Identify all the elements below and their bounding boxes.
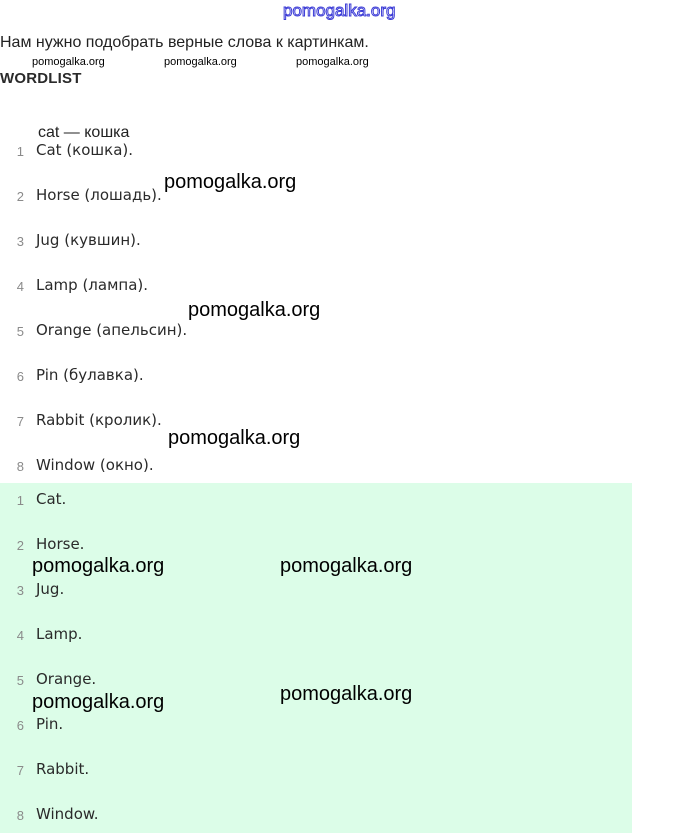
answer-item-text: Rabbit. <box>36 760 90 778</box>
cropped-line-text: cat — кошка <box>38 124 130 141</box>
list-item-text: Jug (кувшин). <box>36 231 141 249</box>
watermark: pomogalka.org <box>280 555 413 577</box>
watermark: pomogalka.org <box>188 299 321 321</box>
list-item-text: Window (окно). <box>36 456 154 474</box>
answer-item <box>0 712 632 742</box>
intro-text: Нам нужно подобрать верные слова к картинкам. <box>0 34 369 51</box>
watermark: pomogalka.org <box>32 555 165 577</box>
line-number: 3 <box>16 234 24 249</box>
answer-item <box>0 757 632 787</box>
answer-item-text: Jug. <box>36 580 65 598</box>
answer-item <box>0 487 632 517</box>
line-number: 3 <box>16 583 24 598</box>
answer-item-text: Lamp. <box>36 625 83 643</box>
cropped-line <box>38 120 168 141</box>
watermark: pomogalka.org <box>164 56 237 68</box>
answer-item-text: Horse. <box>36 535 85 553</box>
line-number: 6 <box>16 718 24 733</box>
line-number: 7 <box>16 414 24 429</box>
watermark: pomogalka.org <box>32 691 165 713</box>
list-item-text: Horse (лошадь). <box>36 186 162 204</box>
answer-item-text: Orange. <box>36 670 97 688</box>
answer-item <box>0 802 632 832</box>
list-item <box>0 138 632 168</box>
line-number: 6 <box>16 369 24 384</box>
watermark: pomogalka.org <box>280 683 413 705</box>
answer-item-text: Cat. <box>36 490 67 508</box>
line-number: 8 <box>16 459 24 474</box>
line-number: 4 <box>16 279 24 294</box>
watermark: pomogalka.org <box>296 56 369 68</box>
list-item-text: Rabbit (кролик). <box>36 411 162 429</box>
site-logo[interactable]: pomogalka.org <box>283 1 396 20</box>
answer-item-text: Window. <box>36 805 99 823</box>
watermark: pomogalka.org <box>168 427 301 449</box>
line-number: 5 <box>16 673 24 688</box>
list-item <box>0 183 632 213</box>
answer-item <box>0 622 632 652</box>
list-item <box>0 363 632 393</box>
list-item <box>0 453 632 483</box>
list-item <box>0 228 632 258</box>
line-number: 8 <box>16 808 24 823</box>
answer-item-text: Pin. <box>36 715 64 733</box>
line-number: 1 <box>16 493 24 508</box>
line-number: 4 <box>16 628 24 643</box>
line-number: 1 <box>16 144 24 159</box>
list-item-text: Orange (апельсин). <box>36 321 188 339</box>
section-heading: WORDLIST <box>0 70 82 87</box>
watermark: pomogalka.org <box>32 56 105 68</box>
answer-item <box>0 577 632 607</box>
line-number: 5 <box>16 324 24 339</box>
list-item-text: Lamp (лампа). <box>36 276 149 294</box>
list-item <box>0 318 632 348</box>
watermark: pomogalka.org <box>164 171 297 193</box>
line-number: 2 <box>16 189 24 204</box>
list-item <box>0 408 632 438</box>
line-number: 7 <box>16 763 24 778</box>
list-item-text: Cat (кошка). <box>36 141 134 159</box>
list-item-text: Pin (булавка). <box>36 366 144 384</box>
line-number: 2 <box>16 538 24 553</box>
